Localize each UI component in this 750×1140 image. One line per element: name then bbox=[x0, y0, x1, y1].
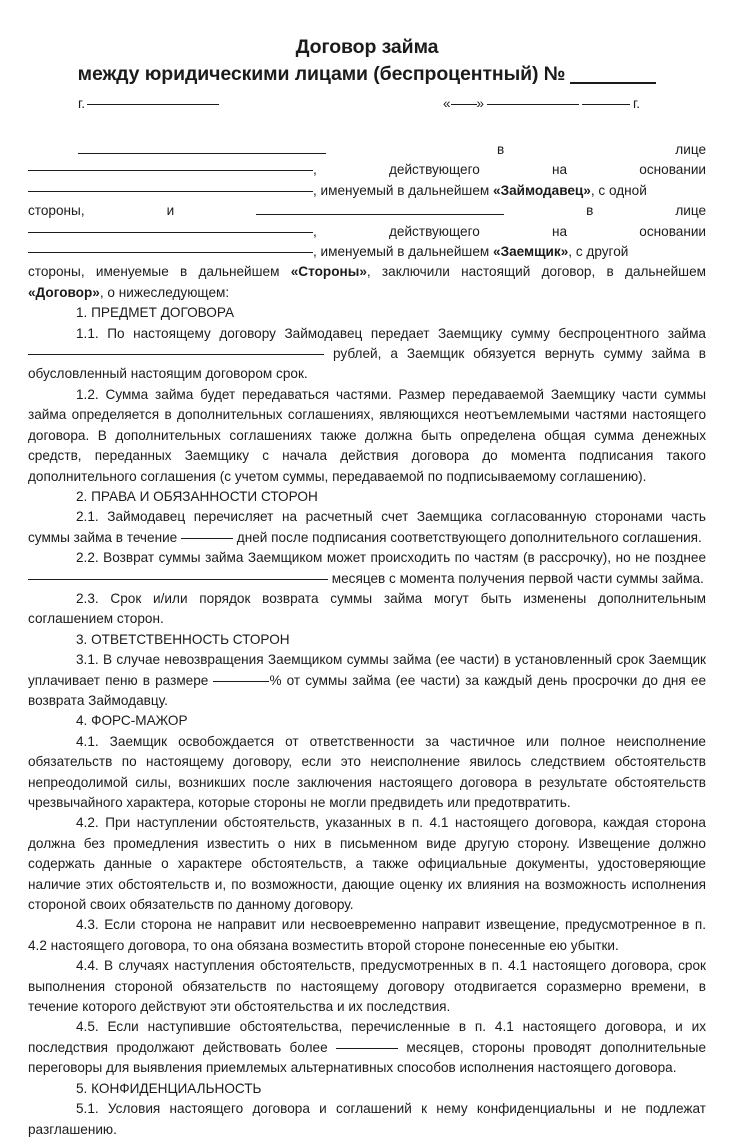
clause-4-2: 4.2. При наступлении обстоятельств, указанных в п. 4.1 настоящего договора, каждая сторона должна без промедления известить о них в письменном виде другую сторону. Извещение должно содержать данные о характере обстоятельств, а также официальные документы, удостоверяющие наличие этих обстоятельств и, по возможности, дающие оценку их влияния на возможность исполнения стороной своих обязательств по данному договору. bbox=[28, 815, 706, 913]
day-blank[interactable] bbox=[451, 104, 477, 105]
preamble-closing-c: , о нижеследующем: bbox=[99, 284, 230, 300]
section-heading-4: 4. ФОРС-МАЖОР bbox=[76, 713, 188, 729]
lender-acting-1: действующего bbox=[388, 162, 480, 178]
borrower-in-person-1: в bbox=[586, 203, 594, 219]
borrower-named-text: , именуемый в дальнейшем bbox=[313, 244, 494, 260]
and-word: и bbox=[166, 203, 175, 219]
lender-acting-3: основании bbox=[639, 162, 707, 178]
lender-term: «Займодавец» bbox=[493, 182, 591, 198]
borrower-in-person-2: лице bbox=[675, 203, 707, 219]
loan-amount-blank[interactable] bbox=[28, 354, 324, 355]
clause-4-1: 4.1. Заемщик освобождается от ответственности за частичное или полное неисполнение обязательств по настоящему договору, если это неисполнение явилось следствием обстоятельств непреодолимой силы, возникших после заключения настоящего договора в результате обстоятельств чрезвычайного характера, которые стороны не могли предвидеть или предотвратить. bbox=[28, 733, 706, 810]
preamble-line-4 bbox=[28, 201, 706, 221]
borrower-term: «Заемщик» bbox=[493, 244, 569, 260]
clause-4-3: 4.3. Если сторона не направит или несвоевременно направит извещение, предусмотренное в п. 4.2 настоящего договора, то она обязана возместить второй стороне понесенные ею убытки. bbox=[28, 917, 706, 953]
city-date-row bbox=[28, 94, 706, 120]
parties-term: «Стороны» bbox=[290, 264, 367, 280]
year-suffix: г. bbox=[633, 96, 641, 111]
clause-4-5: 4.5. Если наступившие обстоятельства, перечисленные в п. 4.1 настоящего договора, и их последствия продолжают действовать более месяцев, стороны проводят дополнительные переговоры для выявления приемлемых альтернативных способов исполнения настоящего договора. bbox=[28, 1019, 707, 1076]
preamble-closing-a: стороны, именуемые в дальнейшем bbox=[28, 264, 291, 280]
force-majeure-months-blank[interactable] bbox=[336, 1048, 398, 1049]
document-body bbox=[28, 140, 706, 1140]
preamble-line-6 bbox=[28, 242, 706, 262]
city-field bbox=[78, 96, 219, 111]
year-blank[interactable] bbox=[582, 104, 630, 105]
document-title-line1: Договор займа bbox=[295, 36, 439, 58]
contract-term: «Договор» bbox=[28, 284, 100, 300]
transfer-days-blank[interactable] bbox=[181, 538, 233, 539]
lender-basis-blank[interactable] bbox=[28, 191, 313, 192]
date-field bbox=[443, 96, 640, 111]
clause-1-2: 1.2. Сумма займа будет передаваться частями. Размер передаваемой Заемщику части суммы займа определяется в дополнительных соглашениях, являющихся неотъемлемыми частями настоящего договора. В дополнительных соглашениях также должна быть определена общая сумма денежных средств, переданных Заемщику с начала действия договора до момента подписания такого дополнительного соглашения (с учетом суммы, передаваемой по подписываемому соглашению). bbox=[28, 386, 706, 484]
preamble-closing bbox=[28, 262, 706, 303]
lender-name-blank[interactable] bbox=[78, 153, 326, 154]
lender-representative-blank[interactable] bbox=[28, 170, 313, 171]
borrower-acting-1: действующего bbox=[388, 223, 480, 239]
clause-2-2: 2.2. Возврат суммы займа Заемщиком может происходить по частям (в рассрочку), но не позднее месяцев с момента получения первой части суммы займа. bbox=[28, 548, 706, 589]
lender-acting-2: на bbox=[552, 162, 568, 178]
clause-3-1: 3.1. В случае невозвращения Заемщиком суммы займа (ее части) в установленный срок Заемщик уплачивает пеню в размере % от суммы займа (ее части) за каждый день просрочки до дня ее возврата Займодавцу. bbox=[28, 652, 707, 708]
quote-open: « bbox=[443, 96, 451, 111]
clause-2-1: 2.1. Займодавец перечисляет на расчетный счет Заемщика согласованную сторонами часть суммы займа в течение дней после подписания соответствующего дополнительного соглашения. bbox=[28, 509, 706, 545]
preamble-line-3 bbox=[28, 181, 706, 201]
lender-named-text: , именуемый в дальнейшем bbox=[313, 182, 494, 198]
clause-5-1: 5.1. Условия настоящего договора и соглашений к нему конфиденциальны и не подлежат разглашению. bbox=[28, 1101, 706, 1137]
lender-in-person-2: лице bbox=[675, 142, 707, 157]
month-blank[interactable] bbox=[487, 104, 579, 105]
city-label: г. bbox=[78, 96, 86, 111]
quote-close: » bbox=[476, 96, 485, 111]
side-word-1: стороны, bbox=[28, 203, 85, 219]
borrower-acting-2: на bbox=[552, 223, 568, 239]
section-heading-5: 5. КОНФИДЕНЦИАЛЬНОСТЬ bbox=[76, 1080, 262, 1096]
repayment-months-blank[interactable] bbox=[28, 579, 328, 580]
preamble-line-5: , действующего на основании bbox=[28, 222, 706, 242]
city-blank[interactable] bbox=[87, 104, 219, 105]
clause-2-3: 2.3. Срок и/или порядок возврата суммы займа могут быть изменены дополнительным соглашением сторон. bbox=[28, 590, 706, 627]
section-heading-3: 3. ОТВЕТСТВЕННОСТЬ СТОРОН bbox=[76, 631, 290, 647]
borrower-name-blank[interactable] bbox=[256, 214, 504, 215]
section-heading-1: 1. ПРЕДМЕТ ДОГОВОРА bbox=[76, 305, 235, 321]
borrower-basis-blank[interactable] bbox=[28, 252, 313, 253]
document-title bbox=[28, 34, 706, 88]
borrower-representative-blank[interactable] bbox=[28, 232, 313, 233]
lender-in-person-1: в bbox=[497, 142, 505, 157]
section-heading-2: 2. ПРАВА И ОБЯЗАННОСТИ СТОРОН bbox=[76, 488, 318, 504]
clause-1-1: 1.1. По настоящему договору Займодавец передает Заемщику сумму беспроцентного займа рублей, а Заемщик обязуется вернуть сумму займа в обусловленный настоящим договором срок. bbox=[28, 325, 707, 382]
preamble bbox=[28, 140, 706, 303]
preamble-closing-b: , заключили настоящий договор, в дальнейшем bbox=[366, 264, 706, 280]
borrower-tail: , с другой bbox=[568, 244, 629, 260]
clause-4-4: 4.4. В случаях наступления обстоятельств, предусмотренных в п. 4.1 настоящего договора, срок выполнения стороной обязательств по настоящему договору отодвигается соразмерно времени, в течение которого действуют эти обстоятельства и их последствия. bbox=[28, 958, 706, 1015]
preamble-line-1 bbox=[28, 140, 706, 160]
lender-tail: , с одной bbox=[590, 182, 647, 198]
contract-number-blank[interactable] bbox=[570, 82, 656, 84]
document-title-line2: между юридическими лицами (беспроцентный) № bbox=[28, 61, 706, 88]
borrower-acting-3: основании bbox=[639, 223, 707, 239]
preamble-line-2: , действующего на основании bbox=[28, 160, 706, 180]
penalty-percent-blank[interactable] bbox=[213, 681, 269, 682]
